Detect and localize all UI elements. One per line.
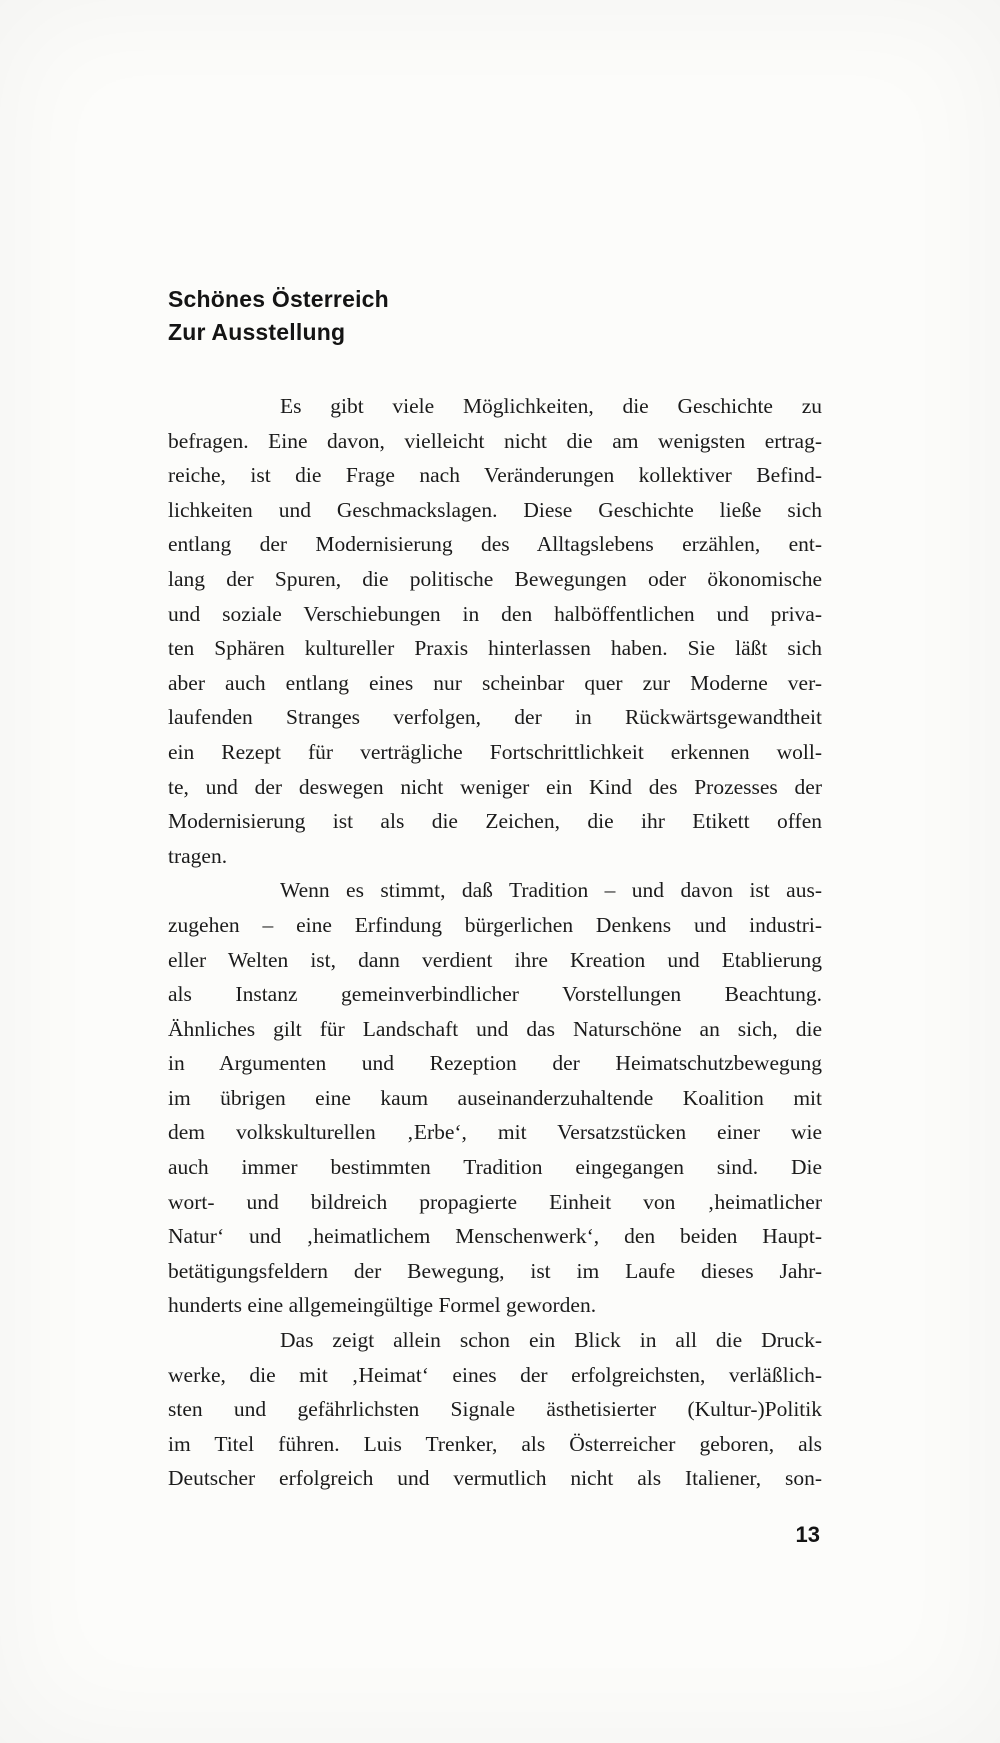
- text-line: Das zeigt allein schon ein Blick in all die Druck-: [280, 1328, 822, 1353]
- text-line: werke, die mit ‚Heimat‘ eines der erfolgreichsten, verläßlich-: [168, 1362, 822, 1387]
- text-line: reiche, ist die Frage nach Veränderungen kollektiver Befind-: [168, 463, 822, 488]
- text-line: lichkeiten und Geschmackslagen. Diese Geschichte ließe sich: [168, 497, 822, 522]
- heading-title: Schönes Österreich: [168, 286, 389, 312]
- text-line: im übrigen eine kaum auseinanderzuhaltende Koalition mit: [168, 1085, 822, 1110]
- text-line: sten und gefährlichsten Signale ästhetisierter (Kultur-)Politik: [168, 1397, 822, 1422]
- paragraph: [168, 389, 822, 873]
- text-line: und soziale Verschiebungen in den halböffentlichen und priva-: [168, 601, 822, 626]
- text-line: hunderts eine allgemeingültige Formel geworden.: [168, 1293, 597, 1318]
- text-line: Natur‘ und ‚heimatlichem Menschenwerk‘, den beiden Haupt-: [168, 1224, 822, 1249]
- text-line: auch immer bestimmten Tradition eingegangen sind. Die: [168, 1155, 822, 1180]
- text-column: [168, 283, 822, 1496]
- text-line: Wenn es stimmt, daß Tradition – und davon ist aus-: [280, 878, 822, 903]
- text-line: befragen. Eine davon, vielleicht nicht die am wenigsten ertrag-: [168, 428, 822, 453]
- text-line: lang der Spuren, die politische Bewegungen oder ökonomische: [168, 566, 822, 591]
- text-line: aber auch entlang eines nur scheinbar quer zur Moderne ver-: [168, 670, 822, 695]
- text-line: dem volkskulturellen ‚Erbe‘, mit Versatzstücken einer wie: [168, 1120, 822, 1145]
- text-line: laufenden Stranges verfolgen, der in Rückwärtsgewandtheit: [168, 705, 822, 730]
- text-line: tragen.: [168, 843, 228, 868]
- paragraph: [168, 1323, 822, 1496]
- paragraph: [168, 873, 822, 1323]
- text-line: zugehen – eine Erfindung bürgerlichen Denkens und industri-: [168, 912, 822, 937]
- text-line: ten Sphären kultureller Praxis hinterlassen haben. Sie läßt sich: [168, 636, 822, 661]
- section-heading: [168, 283, 822, 349]
- text-line: Es gibt viele Möglichkeiten, die Geschichte zu: [280, 394, 822, 418]
- text-line: betätigungsfeldern der Bewegung, ist im Laufe dieses Jahr-: [168, 1258, 822, 1283]
- text-line: Ähnliches gilt für Landschaft und das Naturschöne an sich, die: [168, 1016, 822, 1041]
- text-line: in Argumenten und Rezeption der Heimatschutzbewegung: [168, 1051, 822, 1076]
- text-line: entlang der Modernisierung des Alltagslebens erzählen, ent-: [168, 532, 822, 557]
- text-line: als Instanz gemeinverbindlicher Vorstellungen Beachtung.: [168, 982, 822, 1007]
- heading-subtitle: Zur Ausstellung: [168, 319, 346, 345]
- text-line: wort- und bildreich propagierte Einheit von ‚heimatlicher: [168, 1189, 822, 1214]
- text-line: Modernisierung ist als die Zeichen, die ihr Etikett offen: [168, 809, 822, 834]
- text-line: Deutscher erfolgreich und vermutlich nicht als Italiener, son-: [168, 1466, 822, 1491]
- text-line: te, und der deswegen nicht weniger ein Kind des Prozesses der: [168, 774, 822, 799]
- body-text: [168, 389, 822, 1496]
- page-number: 13: [795, 1522, 820, 1547]
- text-line: im Titel führen. Luis Trenker, als Österreicher geboren, als: [168, 1431, 822, 1456]
- text-line: ein Rezept für verträgliche Fortschrittlichkeit erkennen woll-: [168, 739, 822, 764]
- text-line: eller Welten ist, dann verdient ihre Kreation und Etablierung: [168, 947, 822, 972]
